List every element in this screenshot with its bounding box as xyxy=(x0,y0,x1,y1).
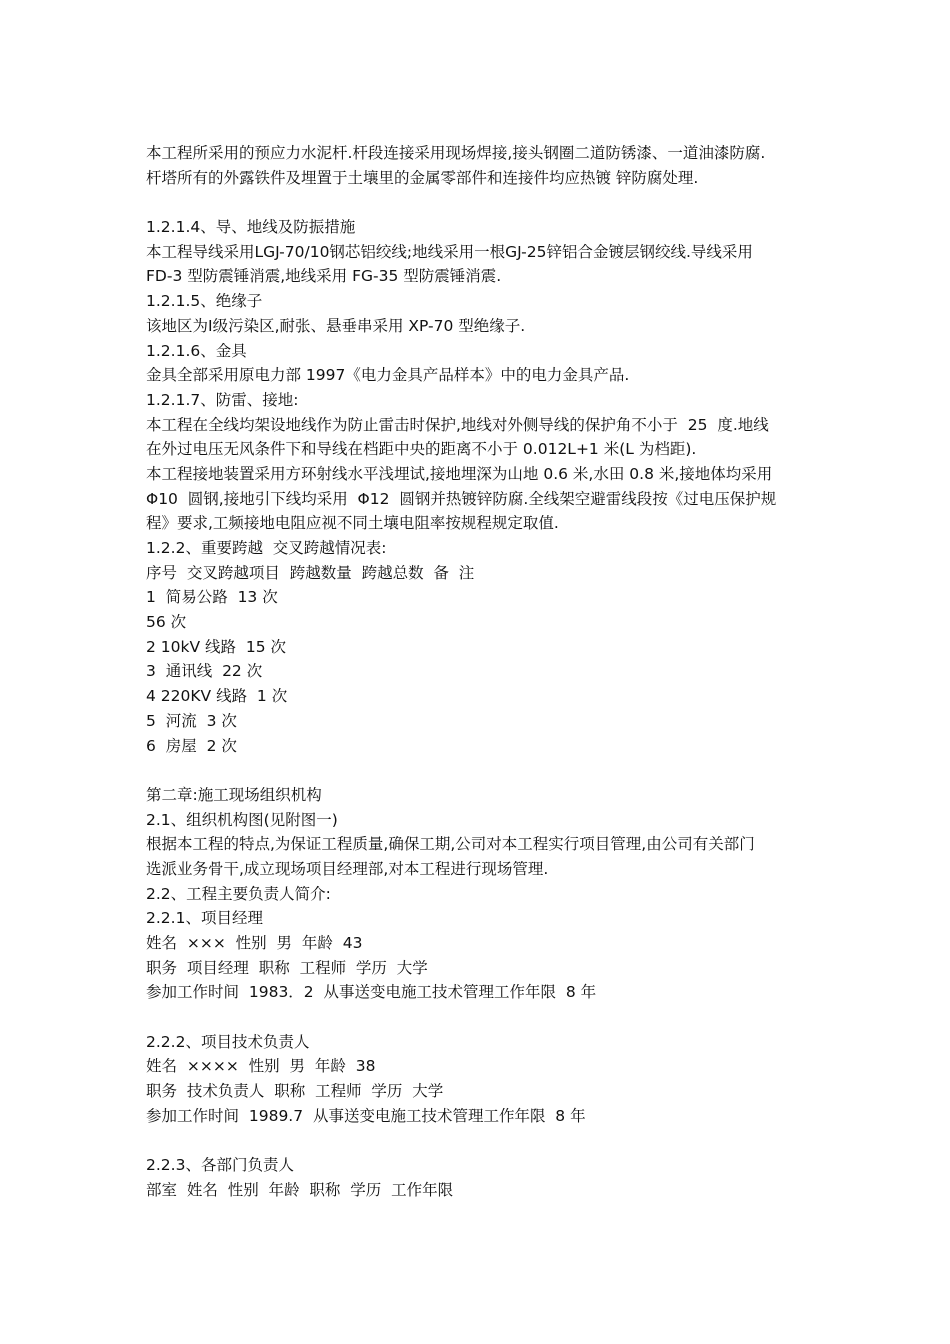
table-row-line: 6 房屋 2 次 xyxy=(146,736,237,755)
blank-line xyxy=(146,758,816,783)
table-row-line: 56 次 xyxy=(146,613,187,632)
table-row-line: 3 通讯线 22 次 xyxy=(146,662,263,681)
table-header-line: 序号 交叉跨越项目 跨越数量 跨越总数 备 注 xyxy=(146,563,475,582)
paragraph-line: 金具全部采用原电力部 1997《电力金具产品样本》中的电力金具产品. xyxy=(146,366,630,385)
paragraph-line: 本工程接地装置采用方环射线水平浅埋试,接地埋深为山地 0.6 米,水田 0.8 米,接地体均采用 xyxy=(146,464,773,483)
table-header-line: 部室 姓名 性别 年龄 职称 学历 工作年限 xyxy=(146,1180,454,1199)
section-heading: 2.1、组织机构图(见附图一) xyxy=(146,810,338,829)
blank-line xyxy=(146,1005,816,1030)
info-line: 职务 项目经理 职称 工程师 学历 大学 xyxy=(146,958,428,977)
paragraph-line: 本工程导线采用LGJ-70/10钢芯铝绞线;地线采用一根GJ-25锌铝合金镀层钢绞线.导线采用 xyxy=(146,242,753,261)
paragraph-line: 本工程在全线均架设地线作为防止雷击时保护,地线对外侧导线的保护角不小于 25 度.地线 xyxy=(146,415,769,434)
document-body xyxy=(146,141,816,1203)
info-line: 参加工作时间 1983．2 从事送变电施工技术管理工作年限 8 年 xyxy=(146,983,597,1002)
info-line: 参加工作时间 1989.7 从事送变电施工技术管理工作年限 8 年 xyxy=(146,1106,586,1125)
section-heading: 1.2.2、重要跨越 交叉跨越情况表: xyxy=(146,539,387,557)
paragraph-line: 该地区为Ⅰ级污染区,耐张、悬垂串采用 XP-70 型绝缘子. xyxy=(146,316,526,335)
paragraph-line: 杆塔所有的外露铁件及埋置于土壤里的金属零部件和连接件均应热镀 锌防腐处理. xyxy=(146,168,699,187)
paragraph-line: 根据本工程的特点,为保证工程质量,确保工期,公司对本工程实行项目管理,由公司有关部门 xyxy=(146,835,755,854)
table-row-line: 2 10kV 线路 15 次 xyxy=(146,637,287,656)
table-row-line: 1 简易公路 13 次 xyxy=(146,588,278,607)
section-heading: 2.2.2、项目技术负责人 xyxy=(146,1032,310,1051)
paragraph-line: Φ10 圆钢,接地引下线均采用 Φ12 圆钢并热镀锌防腐.全线架空避雷线段按《过电压保护规 xyxy=(146,489,777,508)
chapter-heading: 第二章:施工现场组织机构 xyxy=(146,785,322,804)
info-line: 姓名 ××× 性别 男 年龄 43 xyxy=(146,934,363,952)
paragraph-line: 在外过电压无风条件下和导线在档距中央的距离不小于 0.012L+1 米(L 为档距). xyxy=(146,440,697,459)
info-line: 姓名 ×××× 性别 男 年龄 38 xyxy=(146,1057,376,1076)
blank-line xyxy=(146,1129,816,1154)
table-row-line: 4 220KV 线路 1 次 xyxy=(146,687,288,706)
section-heading: 2.2.1、项目经理 xyxy=(146,909,263,928)
info-line: 职务 技术负责人 职称 工程师 学历 大学 xyxy=(146,1082,444,1101)
section-heading: 1.2.1.6、金具 xyxy=(146,341,247,360)
table-row-line: 5 河流 3 次 xyxy=(146,711,237,730)
blank-line xyxy=(146,190,816,215)
section-heading: 1.2.1.5、绝缘子 xyxy=(146,292,263,311)
section-heading: 1.2.1.7、防雷、接地: xyxy=(146,390,299,409)
paragraph-line: 程》要求,工频接地电阻应视不同土壤电阻率按规程规定取值. xyxy=(146,514,559,533)
section-heading: 2.2、工程主要负责人简介: xyxy=(146,884,331,903)
section-heading: 1.2.1.4、导、地线及防振措施 xyxy=(146,218,356,237)
section-heading: 2.2.3、各部门负责人 xyxy=(146,1156,294,1175)
paragraph-line: FD-3 型防震锤消震,地线采用 FG-35 型防震锤消震. xyxy=(146,267,502,286)
paragraph-line: 选派业务骨干,成立现场项目经理部,对本工程进行现场管理. xyxy=(146,859,549,878)
paragraph-line: 本工程所采用的预应力水泥杆.杆段连接采用现场焊接,接头钢圈二道防锈漆、一道油漆防腐. xyxy=(146,144,766,162)
